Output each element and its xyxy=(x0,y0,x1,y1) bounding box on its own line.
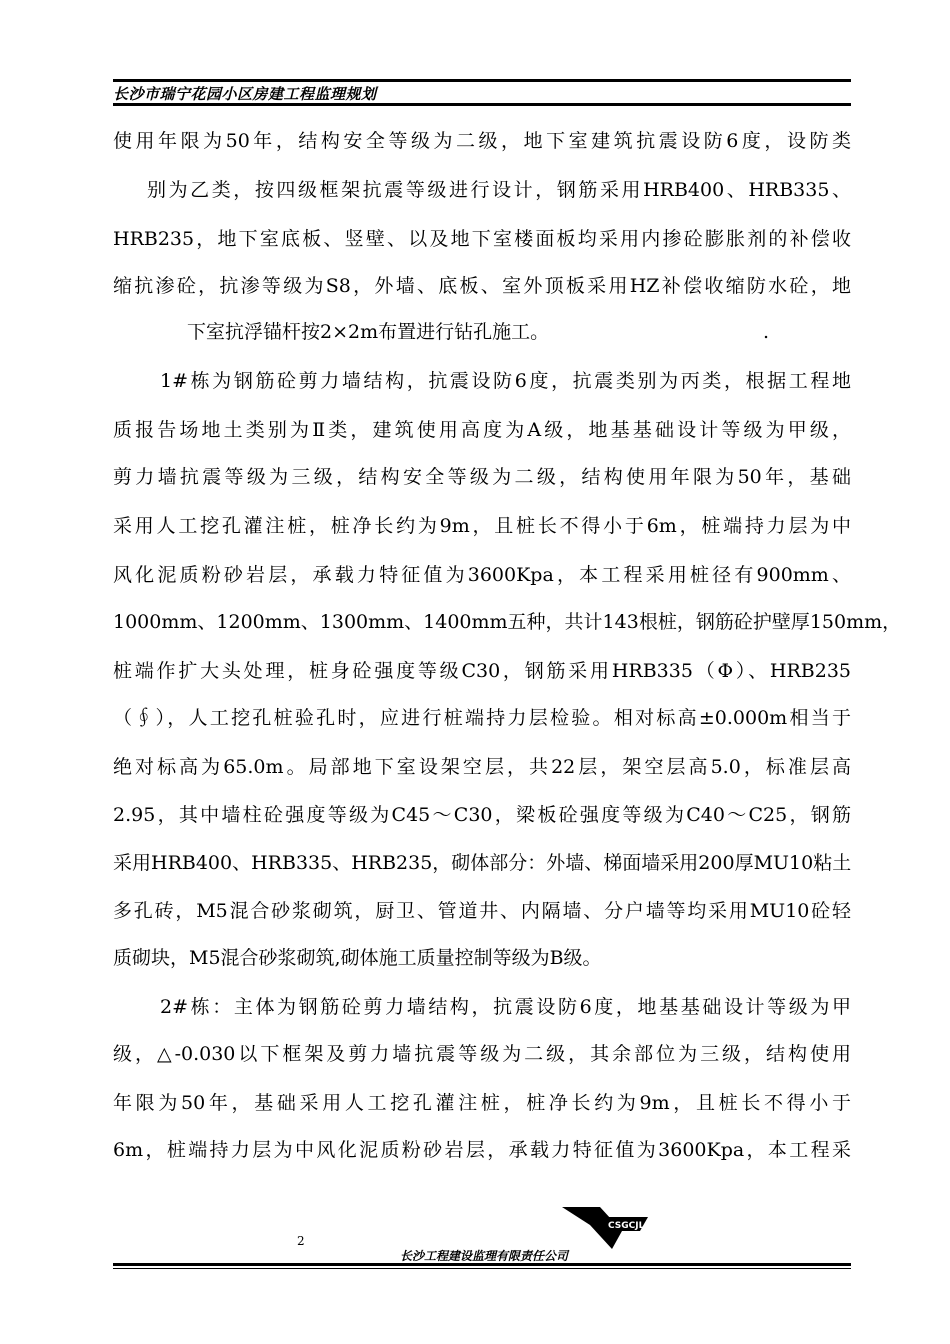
body-line: 1000mm、1200mm、1300mm、1400mm五种，共计143根桩，钢筋砼护壁厚150mm， xyxy=(113,611,902,633)
footer-rule-top xyxy=(113,1263,851,1266)
body-line: 2#栋：主体为钢筋砼剪力墙结构，抗震设防6度，地基基础设计等级为甲 xyxy=(160,996,851,1018)
logo-text: CSGCJL xyxy=(608,1221,645,1231)
body-line: 缩抗渗砼，抗渗等级为S8，外墙、底板、室外顶板采用HZ补偿收缩防水砼，地 xyxy=(113,275,851,297)
body-line: 剪力墙抗震等级为三级，结构安全等级为二级，结构使用年限为50年，基础 xyxy=(113,466,851,488)
header-rule-bottom xyxy=(113,103,851,106)
body-line: 桩端作扩大头处理，桩身砼强度等级C30，钢筋采用HRB335（Φ）、HRB235 xyxy=(113,660,851,682)
footer-rule-bottom xyxy=(113,1268,851,1269)
body-line: 质报告场地土类别为Ⅱ类，建筑使用高度为A级，地基基础设计等级为甲级， xyxy=(113,419,851,441)
body-line: 采用HRB400、HRB335、HRB235，砌体部分：外墙、梯面墙采用200厚MU10粘土 xyxy=(113,852,852,874)
body-line: （∮），人工挖孔桩验孔时，应进行桩端持力层检验。相对标高±0.000m相当于 xyxy=(113,707,851,729)
body-line: 使用年限为50年，结构安全等级为二级，地下室建筑抗震设防6度，设防类 xyxy=(113,130,851,152)
body-line: 风化泥质粉砂岩层，承载力特征值为3600Kpa，本工程采用桩径有900mm、 xyxy=(113,564,851,586)
body-line: 级，△-0.030以下框架及剪力墙抗震等级为二级，其余部位为三级，结构使用 xyxy=(113,1043,851,1065)
body-line: 下室抗浮锚杆按2×2m布置进行钻孔施工。 xyxy=(187,321,550,343)
body-line: 年限为50年，基础采用人工挖孔灌注桩，桩净长约为9m，且桩长不得小于 xyxy=(113,1092,851,1114)
body-line: 采用人工挖孔灌注桩，桩净长约为9m，且桩长不得小于6m，桩端持力层为中 xyxy=(113,515,851,537)
body-line: 别为乙类，按四级框架抗震等级进行设计，钢筋采用HRB400、HRB335、 xyxy=(147,179,851,201)
header-rule-top xyxy=(113,79,851,82)
body-line: 6m，桩端持力层为中风化泥质粉砂岩层，承载力特征值为3600Kpa，本工程采 xyxy=(113,1139,851,1161)
body-line: 多孔砖，M5混合砂浆砌筑，厨卫、管道井、内隔墙、分户墙等均采用MU10砼轻 xyxy=(113,900,851,922)
footer-company: 长沙工程建设监理有限责任公司 xyxy=(400,1249,569,1263)
header-title: 长沙市瑞宁花园小区房建工程监理规划 xyxy=(113,85,377,103)
page-number: 2 xyxy=(297,1234,305,1248)
company-logo-icon xyxy=(560,1205,650,1251)
body-line: 1#栋为钢筋砼剪力墙结构，抗震设防6度，抗震类别为丙类，根据工程地 xyxy=(160,370,851,392)
body-line: HRB235，地下室底板、竖壁、以及地下室楼面板均采用内掺砼膨胀剂的补偿收 xyxy=(113,228,851,250)
body-line: 2.95，其中墙柱砼强度等级为C45～C30，梁板砼强度等级为C40～C25，钢筋 xyxy=(113,804,851,826)
body-line: 绝对标高为65.0m。局部地下室设架空层，共22层，架空层高5.0，标准层高 xyxy=(113,756,851,778)
stray-mark: . xyxy=(763,321,770,343)
body-line: 质砌块，M5混合砂浆砌筑,砌体施工质量控制等级为B级。 xyxy=(113,947,602,969)
